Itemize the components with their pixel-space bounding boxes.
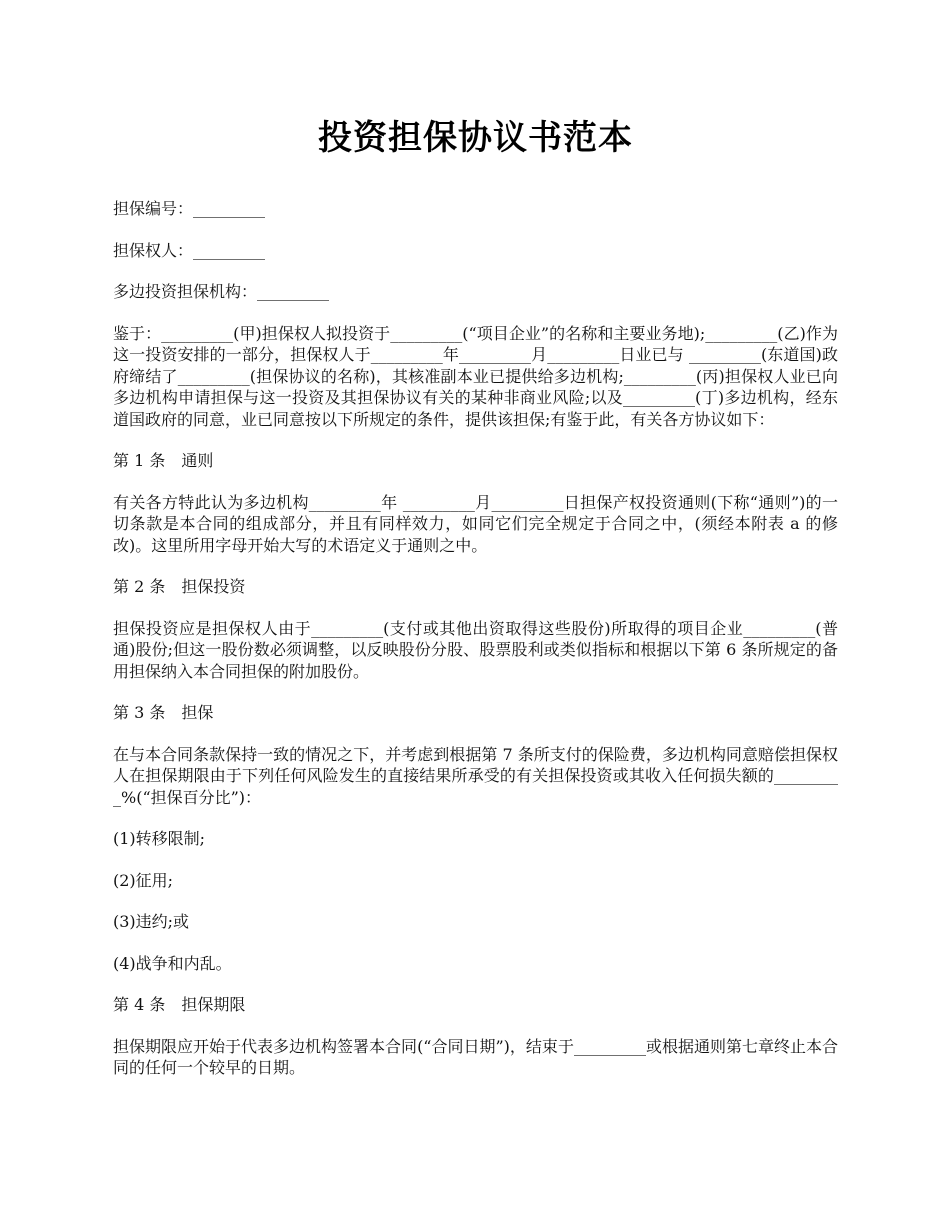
article-1-heading: 第 1 条 通则: [113, 451, 214, 470]
guarantee-number-line: 担保编号：_________: [113, 199, 266, 218]
risk-item: (3)违约;或: [113, 912, 190, 931]
document-page: [113, 108, 838, 1099]
article-3-body: 在与本合同条款保持一致的情况之下，并考虑到根据第 7 条所支付的保险费，多边机构同意赔偿担保权人在担保期限由于下列任何风险发生的直接结果所承受的有关担保投资或其收入任何损失额的_________%(“担保百分比”)：: [113, 744, 838, 807]
document-title: 投资担保协议书范本: [318, 118, 633, 158]
article-3-heading: 第 3 条 担保: [113, 703, 214, 722]
article-2-heading: 第 2 条 担保投资: [113, 577, 246, 596]
risk-item: (4)战争和内乱。: [113, 953, 232, 973]
article-4-body: 担保期限应开始于代表多边机构签署本合同(“合同日期”)，结束于_________或根据通则第七章终止本合同的任何一个较早的日期。: [113, 1036, 838, 1077]
risk-item: (2)征用;: [113, 870, 174, 890]
agency-line: 多边投资担保机构：_________: [113, 282, 330, 301]
article-1-body: 有关各方特此认为多边机构_________年 _________月_________日担保产权投资通则(下称“通则”)的一切条款是本合同的组成部分，并且有同样效力，如同它们完全规定于合同之中，(须经本附表 a 的修改)。这里所用字母开始大写的术语定义于通则之中。: [113, 492, 838, 555]
guarantee-holder-line: 担保权人：_________: [113, 240, 266, 260]
recitals-paragraph: 鉴于：_________(甲)担保权人拟投资于_________(“项目企业”的名称和主要业务地);_________(乙)作为这一投资安排的一部分，担保权人于_________年_________月_________日业已与 _________(东道国)政府缔结了_________(担保协议的名称)，其核准副本业已提供给多边机构;_________(丙)担保权人业已向多边机构申请担保与这一投资及其担保协议有关的某种非商业风险;以及_________(丁)多边机构，经东道国政府的同意，业已同意按以下所规定的条件，提供该担保;有鉴于此，有关各方协议如下：: [113, 323, 838, 429]
article-4-heading: 第 4 条 担保期限: [113, 995, 246, 1014]
risk-item: (1)转移限制;: [113, 829, 206, 848]
article-2-body: 担保投资应是担保权人由于_________(支付或其他出资取得这些股份)所取得的项目企业_________(普通)股份;但这一股份数必须调整，以反映股份分股、股票股利或类似指标和根据以下第 6 条所规定的备用担保纳入本合同担保的附加股份。: [113, 618, 838, 681]
